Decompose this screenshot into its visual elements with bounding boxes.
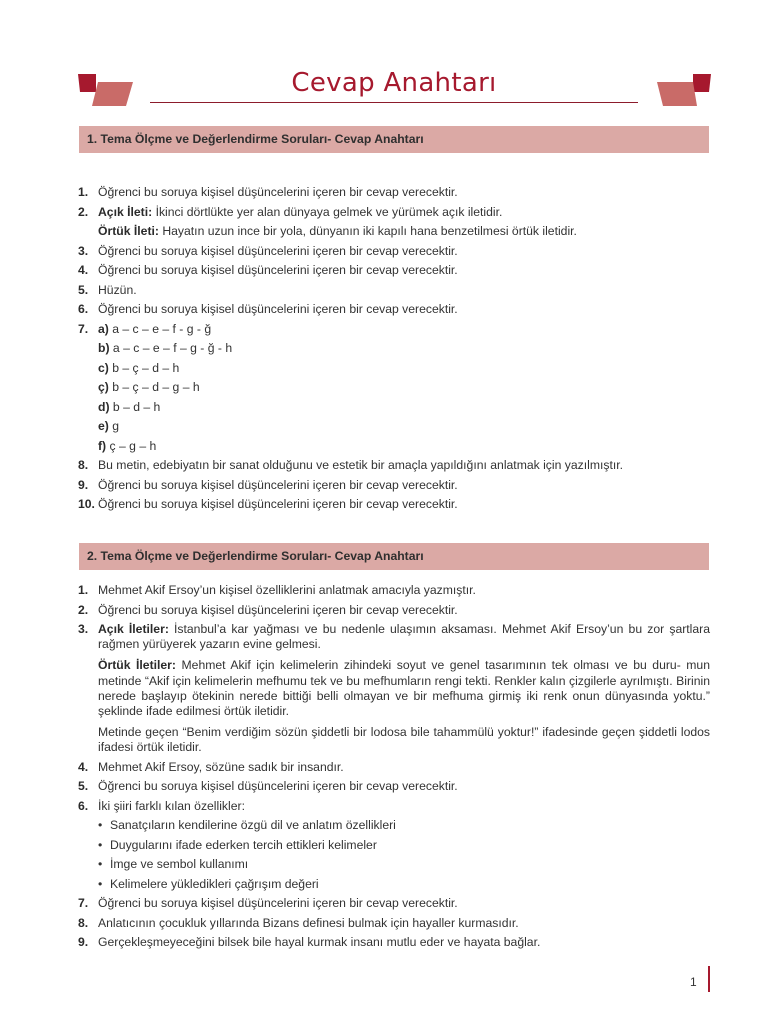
list-item: 2. Öğrenci bu soruya kişisel düşüncelerini içeren bir cevap verecektir. — [78, 602, 458, 617]
list-item — [78, 281, 710, 301]
item-text: a – c – e – f - g - ğ — [108, 321, 212, 336]
item-number — [78, 378, 98, 398]
item-label: ç) — [98, 380, 109, 394]
list-item — [78, 320, 710, 340]
item-text: ç – g – h — [106, 438, 157, 453]
item-text: Öğrenci bu soruya kişisel düşüncelerini içeren bir cevap verecektir. — [98, 243, 458, 258]
item-number — [78, 437, 98, 457]
list-item: 9. Gerçekleşmeyeceğini bilsek bile hayal kurmak insanı mutlu eder ve hayata bağlar. — [78, 935, 541, 950]
item-number — [78, 222, 98, 242]
section-1-answers — [78, 183, 710, 515]
page-number-bar — [708, 966, 710, 992]
item-number: 2. — [78, 204, 89, 219]
section-2-heading: 2. Tema Ölçme ve Değerlendirme Soruları- Cevap Anahtarı — [79, 543, 709, 570]
list-item — [78, 398, 710, 418]
list-item — [78, 476, 710, 496]
item-text: Hüzün. — [98, 282, 137, 297]
item-text: Öğrenci bu soruya kişisel düşüncelerini içeren bir cevap verecektir. — [98, 185, 458, 199]
item-label: f) — [98, 438, 107, 453]
list-item: 6. İki şiiri farklı kılan özellikler: — [78, 798, 245, 813]
page-title: Cevap Anahtarı — [291, 68, 497, 98]
list-item — [78, 417, 710, 437]
item-text: b – d – h — [109, 399, 161, 414]
item-label: Açık İleti: — [98, 204, 153, 219]
list-item — [78, 222, 710, 242]
list-item — [78, 242, 710, 262]
list-item — [78, 339, 710, 359]
list-item: 1. Mehmet Akif Ersoy’un kişisel özelliklerini anlatmak amacıyla yazmıştır. — [78, 583, 476, 597]
list-item: 4. Mehmet Akif Ersoy, sözüne sadık bir insandır. — [78, 759, 344, 774]
list-item — [78, 261, 710, 281]
item-label: c) — [98, 360, 109, 375]
list-item — [78, 183, 710, 203]
title-underline — [150, 102, 638, 103]
item-number: 5. — [78, 282, 89, 297]
item-number: 7. — [78, 321, 89, 336]
corner-decoration-right — [655, 74, 713, 108]
item-number — [78, 339, 98, 359]
item-number: 1. — [78, 185, 89, 199]
item-label: d) — [98, 399, 110, 414]
item-number — [78, 359, 98, 379]
item-text: Hayatın uzun ince bir yola, dünyanın iki kapılı hana benzetilmesi örtük iletidir. — [158, 224, 577, 238]
item-number: 4. — [78, 263, 89, 277]
list-item: 7. Öğrenci bu soruya kişisel düşüncelerini içeren bir cevap verecektir. — [78, 896, 458, 911]
item-text: a – c – e – f – g - ğ - h — [109, 341, 233, 355]
item-label: b) — [98, 341, 110, 355]
list-item: 5. Öğrenci bu soruya kişisel düşüncelerini içeren bir cevap verecektir. — [78, 779, 458, 794]
item-text: Öğrenci bu soruya kişisel düşüncelerini içeren bir cevap verecektir. — [98, 477, 458, 492]
list-item — [78, 203, 710, 223]
list-item — [78, 437, 710, 457]
item-text: Öğrenci bu soruya kişisel düşüncelerini içeren bir cevap verecektir. — [98, 263, 458, 277]
corner-decoration-left — [78, 74, 136, 108]
item-text: İkinci dörtlükte yer alan dünyaya gelmek ve yürümek açık iletidir. — [152, 204, 503, 219]
item-number — [78, 417, 98, 437]
item-number: 10. — [78, 497, 95, 511]
item-number — [78, 398, 98, 418]
section-2-answers — [78, 581, 710, 953]
item-number: 3. — [78, 243, 89, 258]
item-number: 8. — [78, 458, 89, 472]
list-item — [78, 300, 710, 320]
list-item — [78, 456, 710, 476]
list-item — [78, 378, 710, 398]
list-item — [78, 359, 710, 379]
list-item: 8. Anlatıcının çocukluk yıllarında Bizans definesi bulmak için hayaller kurmasıdır. — [78, 915, 519, 930]
bullet-item: • İmge ve sembol kullanımı — [98, 857, 249, 872]
page-number: 1 — [690, 975, 697, 989]
item-text: Öğrenci bu soruya kişisel düşüncelerini içeren bir cevap verecektir. — [98, 497, 458, 511]
bullet-item: • Sanatçıların kendilerine özgü dil ve anlatım özellikleri — [98, 818, 396, 833]
explicit-messages-label: Açık İletiler: — [98, 622, 169, 636]
list-item — [78, 495, 710, 515]
bullet-item: • Duygularını ifade ederken tercih ettikleri kelimeler — [98, 837, 377, 852]
item-text: b – ç – d – h — [108, 360, 180, 375]
item-label: Örtük İleti: — [98, 224, 159, 238]
item-number: 9. — [78, 477, 89, 492]
item-label: a) — [98, 321, 109, 336]
item-number: 6. — [78, 302, 89, 316]
list-item: 3. Açık İletiler: İstanbul’a kar yağması ve bu nedenle ulaşımın aksaması. Mehmet Akif Ersoy’un bu zor şartlara rağmen yürüyerek yazarın evine gelmesi. Örtük İletiler: Mehmet Akif için kelimelerin zihindeki soyut ve genel tasarımının tek olması ve bu duru- mun metinde “Akif için kelimelerin mefhumu tek ve bu mefhumların rengi tekti. Renkler kalın çizgilerle ayrılmıştı. Birinin nerede başlayıp ötekinin nerede bittiği belli olmayan ve bir mefhuma girmiş iki renk onun dünyasında yoktu.” şeklinde ifade edilmesi örtük iletidir. Metinde geçen “Benim verdiğim sözün şiddetli bir lodosa bile tahammülü yoktur!” ifadesinde geçen şiddetli lodos ifadesi örtük iletidir. — [78, 622, 710, 755]
item-text: g — [108, 419, 120, 433]
item-text: b – ç – d – g – h — [108, 380, 200, 394]
item-text: Bu metin, edebiyatın bir sanat olduğunu ve estetik bir amaçla yapıldığını anlatmak için yazılmıştır. — [98, 458, 624, 472]
item-text: Öğrenci bu soruya kişisel düşüncelerini içeren bir cevap verecektir. — [98, 302, 458, 316]
item-label: e) — [98, 419, 109, 433]
bullet-item: • Kelimelere yükledikleri çağrışım değeri — [98, 876, 319, 891]
section-1-heading: 1. Tema Ölçme ve Değerlendirme Soruları- Cevap Anahtarı — [79, 126, 709, 153]
implicit-messages-label: Örtük İletiler: — [98, 658, 176, 673]
